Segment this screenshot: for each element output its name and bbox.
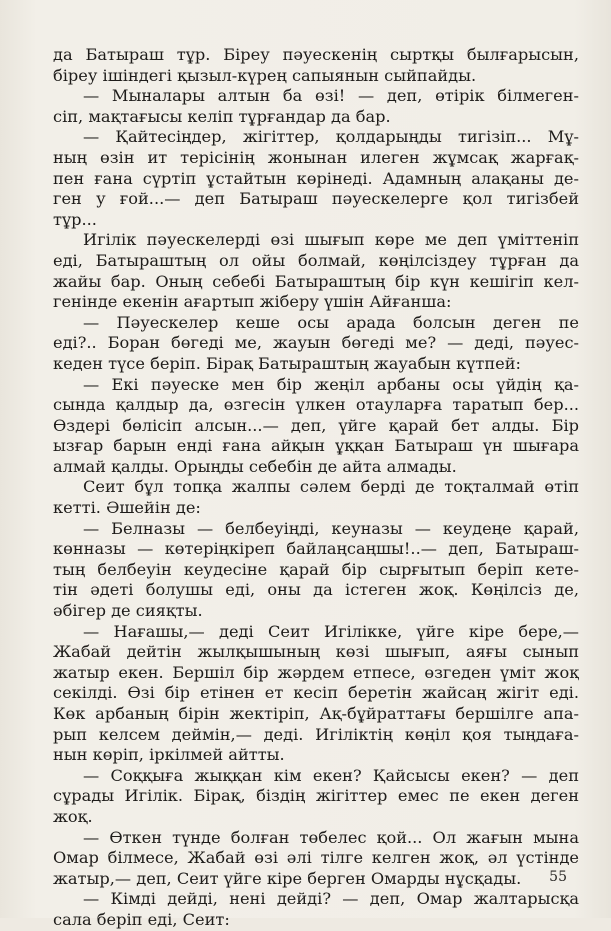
text-line: тін әдеті болушы еді, оны да істеген жоқ. Көңілсіз де, [53, 580, 579, 600]
text-line: Игілік пәуескелерді өзі шығып көре ме деп үміттеніп [83, 230, 579, 250]
text-line: — Соққыға жыққан кім екен? Қайсысы екен? — деп [83, 765, 579, 785]
text-line: — Нағашы,— деді Сеит Игілікке, үйге кіре бере,— [83, 621, 579, 641]
text-line: сіп, мақтағысы келіп тұрғандар да бар. [53, 106, 391, 126]
text-line: — Қайтесіңдер, жігіттер, қолдарыңды тигізіп... Мұ- [83, 127, 579, 147]
text-line: Жабай дейтін жылқышының көзі шығып, аяғы сынып [53, 642, 579, 662]
text-line: сұрады Игілік. Бірақ, біздің жігіттер емес пе екен деген [53, 786, 579, 806]
text-line: нын көріп, іркілмей айтты. [53, 745, 285, 765]
text-line: рып келсем деймін,— деді. Игіліктің көңіл қоя тыңдаға- [53, 724, 579, 744]
text-line: біреу ішіндегі қызыл-күрең сапыянын сыйпайды. [53, 65, 477, 85]
text-line: тың белбеуін кеудесіне қарай бір сырғытып беріп кете- [53, 559, 579, 579]
text-line: пен ғана сүртіп ұстайтын көрінеді. Адамның алақаны де- [53, 168, 579, 188]
text-line: — Белназы — белбеуіңді, кеуназы — кеудеңе қарай, [83, 518, 579, 538]
text-line: Өздері бөлісіп алсын...— деп, үйге қарай бет алды. Бір [53, 415, 579, 435]
text-line: — Екі пәуеске мен бір жеңіл арбаны осы үйдің қа- [83, 374, 579, 394]
text-line: Көк арбаның бірін жектіріп, Ақ-бұйраттағы бершілге апа- [53, 704, 579, 723]
page-number: 55 [549, 869, 567, 885]
text-line: сала беріп еді, Сеит: [53, 909, 230, 929]
text-line: әбігер де сияқты. [53, 601, 203, 621]
text-line: жоқ. [53, 806, 93, 826]
text-line: жатыр,— деп, Сеит үйге кіре берген Омарды нұсқады. [53, 868, 522, 888]
text-line: — Кімді дейді, нені дейді? — деп, Омар жалтарысқа [83, 889, 579, 909]
text-line: сында қалдыр да, өзгесін үлкен отауларға таратып бер... [53, 395, 579, 415]
text-line: да Батыраш тұр. Біреу пәуескенің сыртқы былғарысын, [53, 45, 579, 64]
text-line: Сеит бұл топқа жалпы сәлем берді де тоқталмай өтіп [83, 477, 579, 497]
text-line: ген у ғой...— деп Батыраш пәуескелерге қол тигізбей [53, 189, 579, 209]
text-line: алмай қалды. Орыңды себебін де айта алмады. [53, 456, 457, 476]
text-line: кетті. Әшейін де: [53, 498, 201, 518]
text-line: ызғар барын енді ғана айқын ұққан Батыраш үн шығара [53, 436, 579, 456]
text-line: секілді. Өзі бір етінен ет кесіп беретін жайсаң жігіт еді. [53, 683, 579, 703]
text-line: тұр... [53, 209, 97, 229]
text-line: кеден түсе беріп. Бірақ Батыраштың жауабын күтпей: [53, 353, 521, 373]
text-line: генінде екенін ағартып жіберу үшін Айғанша: [53, 292, 452, 312]
text-line: Омар білмесе, Жабай өзі әлі тілге келген жоқ, әл үстінде [53, 848, 579, 868]
text-line: ның өзін ит терісінің жонынан илеген жұмсақ жарғақ- [53, 147, 579, 167]
text-line: еді, Батыраштың ол ойы болмай, көңілсіздеу тұрған да [53, 250, 579, 270]
text-line: — Мыналары алтын ба өзі! — деп, өтірік білмеген- [83, 86, 579, 106]
text-line: жатыр екен. Бершіл бір жәрдем етпесе, өзгеден үміт жоқ [53, 662, 579, 682]
text-line: — Пәуескелер кеше осы арада болсын деген пе [83, 312, 579, 332]
text-line: көнназы — көтеріңкіреп байлаңсаңшы!..— деп, Батыраш- [53, 539, 579, 559]
text-line: — Өткен түнде болған төбелес қой... Ол жағын мына [83, 827, 579, 847]
text-line: жайы бар. Оның себебі Батыраштың бір күн кешігіп кел- [53, 271, 579, 291]
text-line: еді?.. Боран бөгеді ме, жауын бөгеді ме? — деді, пәуес- [53, 333, 579, 353]
body-text [53, 45, 579, 931]
